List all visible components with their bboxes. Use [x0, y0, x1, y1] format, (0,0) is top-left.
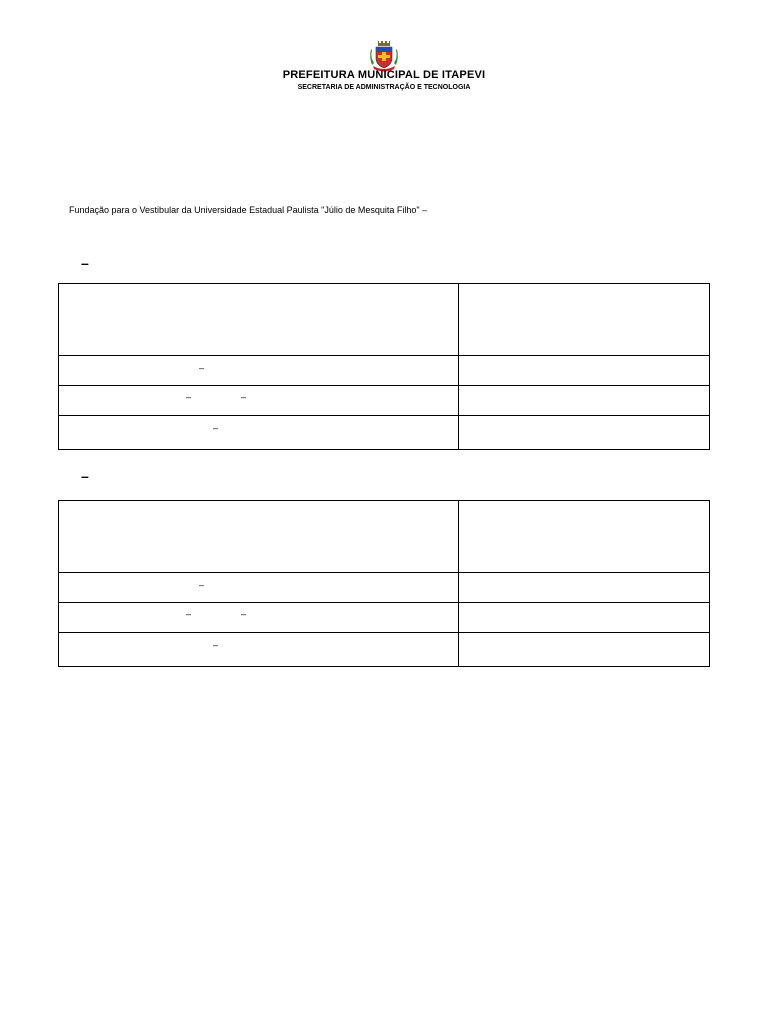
dash-mark: –	[199, 363, 205, 373]
dash-mark: –	[241, 392, 247, 402]
table-header-row	[59, 284, 709, 355]
intro-text: Fundação para o Vestibular da Universidade Estadual Paulista "Júlio de Mesquita Filho" –	[69, 205, 428, 215]
dash-mark: –	[213, 423, 219, 433]
data-table	[58, 283, 710, 450]
table-row	[59, 602, 709, 632]
table-row	[59, 355, 709, 385]
table-row	[59, 415, 709, 449]
header-subtitle: SECRETARIA DE ADMINISTRAÇÃO E TECNOLOGIA	[297, 84, 471, 91]
dash-mark: –	[199, 580, 205, 590]
header-title: PREFEITURA MUNICIPAL DE ITAPEVI	[282, 69, 486, 81]
dash-mark: –	[213, 640, 219, 650]
table-row	[59, 385, 709, 415]
dash-mark: –	[186, 609, 192, 619]
table-row	[59, 632, 709, 666]
section-dash: –	[81, 468, 89, 484]
dash-mark: –	[186, 392, 192, 402]
coat-of-arms-icon	[369, 41, 399, 72]
table-row	[59, 572, 709, 602]
section-dash: –	[81, 255, 89, 271]
table-header-row	[59, 501, 709, 572]
data-table	[58, 500, 710, 667]
dash-mark: –	[241, 609, 247, 619]
